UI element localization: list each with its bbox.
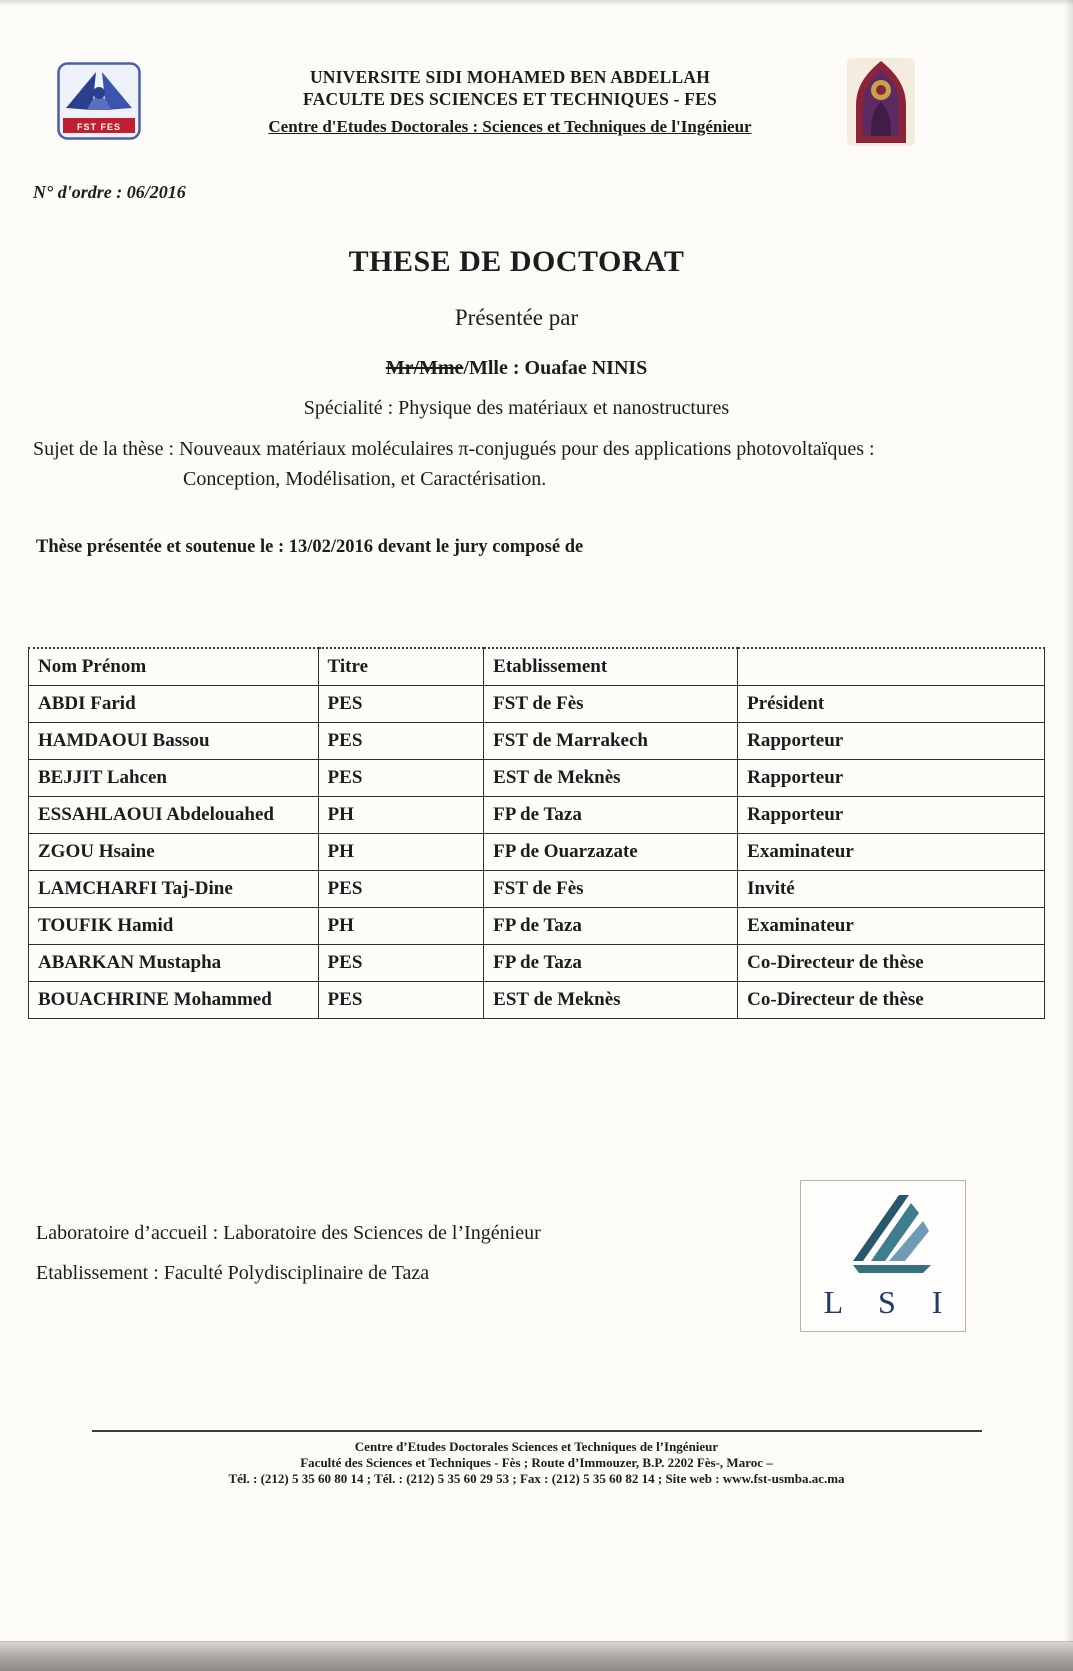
order-number: N° d'ordre : 06/2016 bbox=[33, 182, 186, 202]
col-header-nom: Nom Prénom bbox=[29, 648, 319, 685]
cell-etablissement: FP de Ouarzazate bbox=[484, 833, 738, 870]
page-title: THESE DE DOCTORAT bbox=[348, 245, 685, 278]
cell-etablissement: EST de Meknès bbox=[484, 759, 738, 796]
jury-row bbox=[29, 685, 1045, 722]
cell-role: Co-Directeur de thèse bbox=[738, 981, 1045, 1018]
university-emblem-icon bbox=[845, 56, 917, 148]
speciality-line: Spécialité : Physique des matériaux et nanostructures bbox=[303, 397, 730, 419]
col-header-etablissement: Etablissement bbox=[484, 648, 738, 685]
faculty-name: FACULTE DES SCIENCES ET TECHNIQUES - FES bbox=[303, 89, 717, 109]
jury-table bbox=[28, 647, 1045, 1019]
scan-right-edge bbox=[1064, 0, 1073, 1671]
doctoral-center-name: Centre d'Etudes Doctorales : Sciences et Techniques de l'Ingénieur bbox=[268, 117, 752, 136]
subject-line-1: Sujet de la thèse : Nouveaux matériaux moléculaires π-conjugués pour des applications photovoltaïques : bbox=[33, 438, 875, 460]
cell-role: Examinateur bbox=[738, 907, 1045, 944]
scan-top-edge bbox=[0, 0, 1073, 6]
lsi-logo-text: L S I bbox=[823, 1284, 957, 1320]
page-footer bbox=[0, 1430, 1073, 1487]
jury-row bbox=[29, 907, 1045, 944]
cell-etablissement: FP de Taza bbox=[484, 944, 738, 981]
cell-titre: PES bbox=[318, 685, 484, 722]
candidate-name: Ouafae NINIS bbox=[524, 357, 648, 379]
cell-etablissement: FST de Fès bbox=[484, 870, 738, 907]
cell-etablissement: EST de Meknès bbox=[484, 981, 738, 1018]
document-header bbox=[150, 66, 870, 137]
lsi-logo-icon bbox=[801, 1183, 967, 1279]
cell-etablissement: FST de Fès bbox=[484, 685, 738, 722]
candidate-prefix-struck: Mr/Mme bbox=[385, 357, 464, 379]
cell-titre: PES bbox=[318, 981, 484, 1018]
cell-role: Rapporteur bbox=[738, 796, 1045, 833]
presented-by-label: Présentée par bbox=[454, 305, 579, 330]
cell-role: Co-Directeur de thèse bbox=[738, 944, 1045, 981]
university-emblem bbox=[845, 56, 917, 148]
footer-divider bbox=[92, 1430, 982, 1432]
cell-role: Président bbox=[738, 685, 1045, 722]
cell-role: Examinateur bbox=[738, 833, 1045, 870]
cell-titre: PH bbox=[318, 833, 484, 870]
cell-titre: PES bbox=[318, 870, 484, 907]
jury-row bbox=[29, 870, 1045, 907]
cell-etablissement: FP de Taza bbox=[484, 796, 738, 833]
host-lab-line: Laboratoire d’accueil : Laboratoire des Sciences de l’Ingénieur bbox=[36, 1222, 541, 1244]
cell-role: Rapporteur bbox=[738, 759, 1045, 796]
col-header-titre: Titre bbox=[318, 648, 484, 685]
cell-etablissement: FP de Taza bbox=[484, 907, 738, 944]
fst-logo-caption: FST FES bbox=[76, 122, 121, 132]
col-header-role bbox=[738, 648, 1045, 685]
cell-titre: PH bbox=[318, 796, 484, 833]
university-name: UNIVERSITE SIDI MOHAMED BEN ABDELLAH bbox=[309, 67, 711, 87]
jury-row bbox=[29, 722, 1045, 759]
cell-nom: HAMDAOUI Bassou bbox=[29, 722, 319, 759]
cell-titre: PES bbox=[318, 722, 484, 759]
jury-row bbox=[29, 759, 1045, 796]
cell-titre: PES bbox=[318, 944, 484, 981]
cell-nom: TOUFIK Hamid bbox=[29, 907, 319, 944]
cell-role: Rapporteur bbox=[738, 722, 1045, 759]
cell-titre: PES bbox=[318, 759, 484, 796]
jury-header-row bbox=[29, 648, 1045, 685]
cell-nom: ESSAHLAOUI Abdelouahed bbox=[29, 796, 319, 833]
cell-nom: LAMCHARFI Taj-Dine bbox=[29, 870, 319, 907]
cell-titre: PH bbox=[318, 907, 484, 944]
footer-line-1: Centre d’Etudes Doctorales Sciences et Techniques de l’Ingénieur bbox=[354, 1439, 719, 1454]
candidate-prefix-rest: /Mlle : bbox=[463, 357, 520, 379]
footer-line-3: Tél. : (212) 5 35 60 80 14 ; Tél. : (212) 5 35 60 29 53 ; Fax : (212) 5 35 60 82 14 ; Site web : www.fst-usmba.ac.ma bbox=[228, 1471, 845, 1486]
cell-nom: ABARKAN Mustapha bbox=[29, 944, 319, 981]
jury-row bbox=[29, 981, 1045, 1018]
jury-row bbox=[29, 833, 1045, 870]
cell-nom: ABDI Farid bbox=[29, 685, 319, 722]
fst-fes-logo bbox=[57, 62, 141, 140]
host-establishment-line: Etablissement : Faculté Polydisciplinaire de Taza bbox=[36, 1262, 430, 1284]
cell-nom: ZGOU Hsaine bbox=[29, 833, 319, 870]
footer-line-2: Faculté des Sciences et Techniques - Fès ; Route d’Immouzer, B.P. 2202 Fès-, Maroc – bbox=[300, 1455, 773, 1470]
jury-row bbox=[29, 944, 1045, 981]
subject-line-2: Conception, Modélisation, et Caractérisation. bbox=[183, 468, 547, 490]
cell-role: Invité bbox=[738, 870, 1045, 907]
cell-etablissement: FST de Marrakech bbox=[484, 722, 738, 759]
scan-bottom-edge bbox=[0, 1641, 1073, 1671]
jury-row bbox=[29, 796, 1045, 833]
defense-line: Thèse présentée et soutenue le : 13/02/2016 devant le jury composé de bbox=[36, 537, 584, 557]
lsi-logo bbox=[800, 1180, 966, 1332]
cell-nom: BEJJIT Lahcen bbox=[29, 759, 319, 796]
cell-nom: BOUACHRINE Mohammed bbox=[29, 981, 319, 1018]
candidate-line bbox=[0, 357, 1033, 380]
